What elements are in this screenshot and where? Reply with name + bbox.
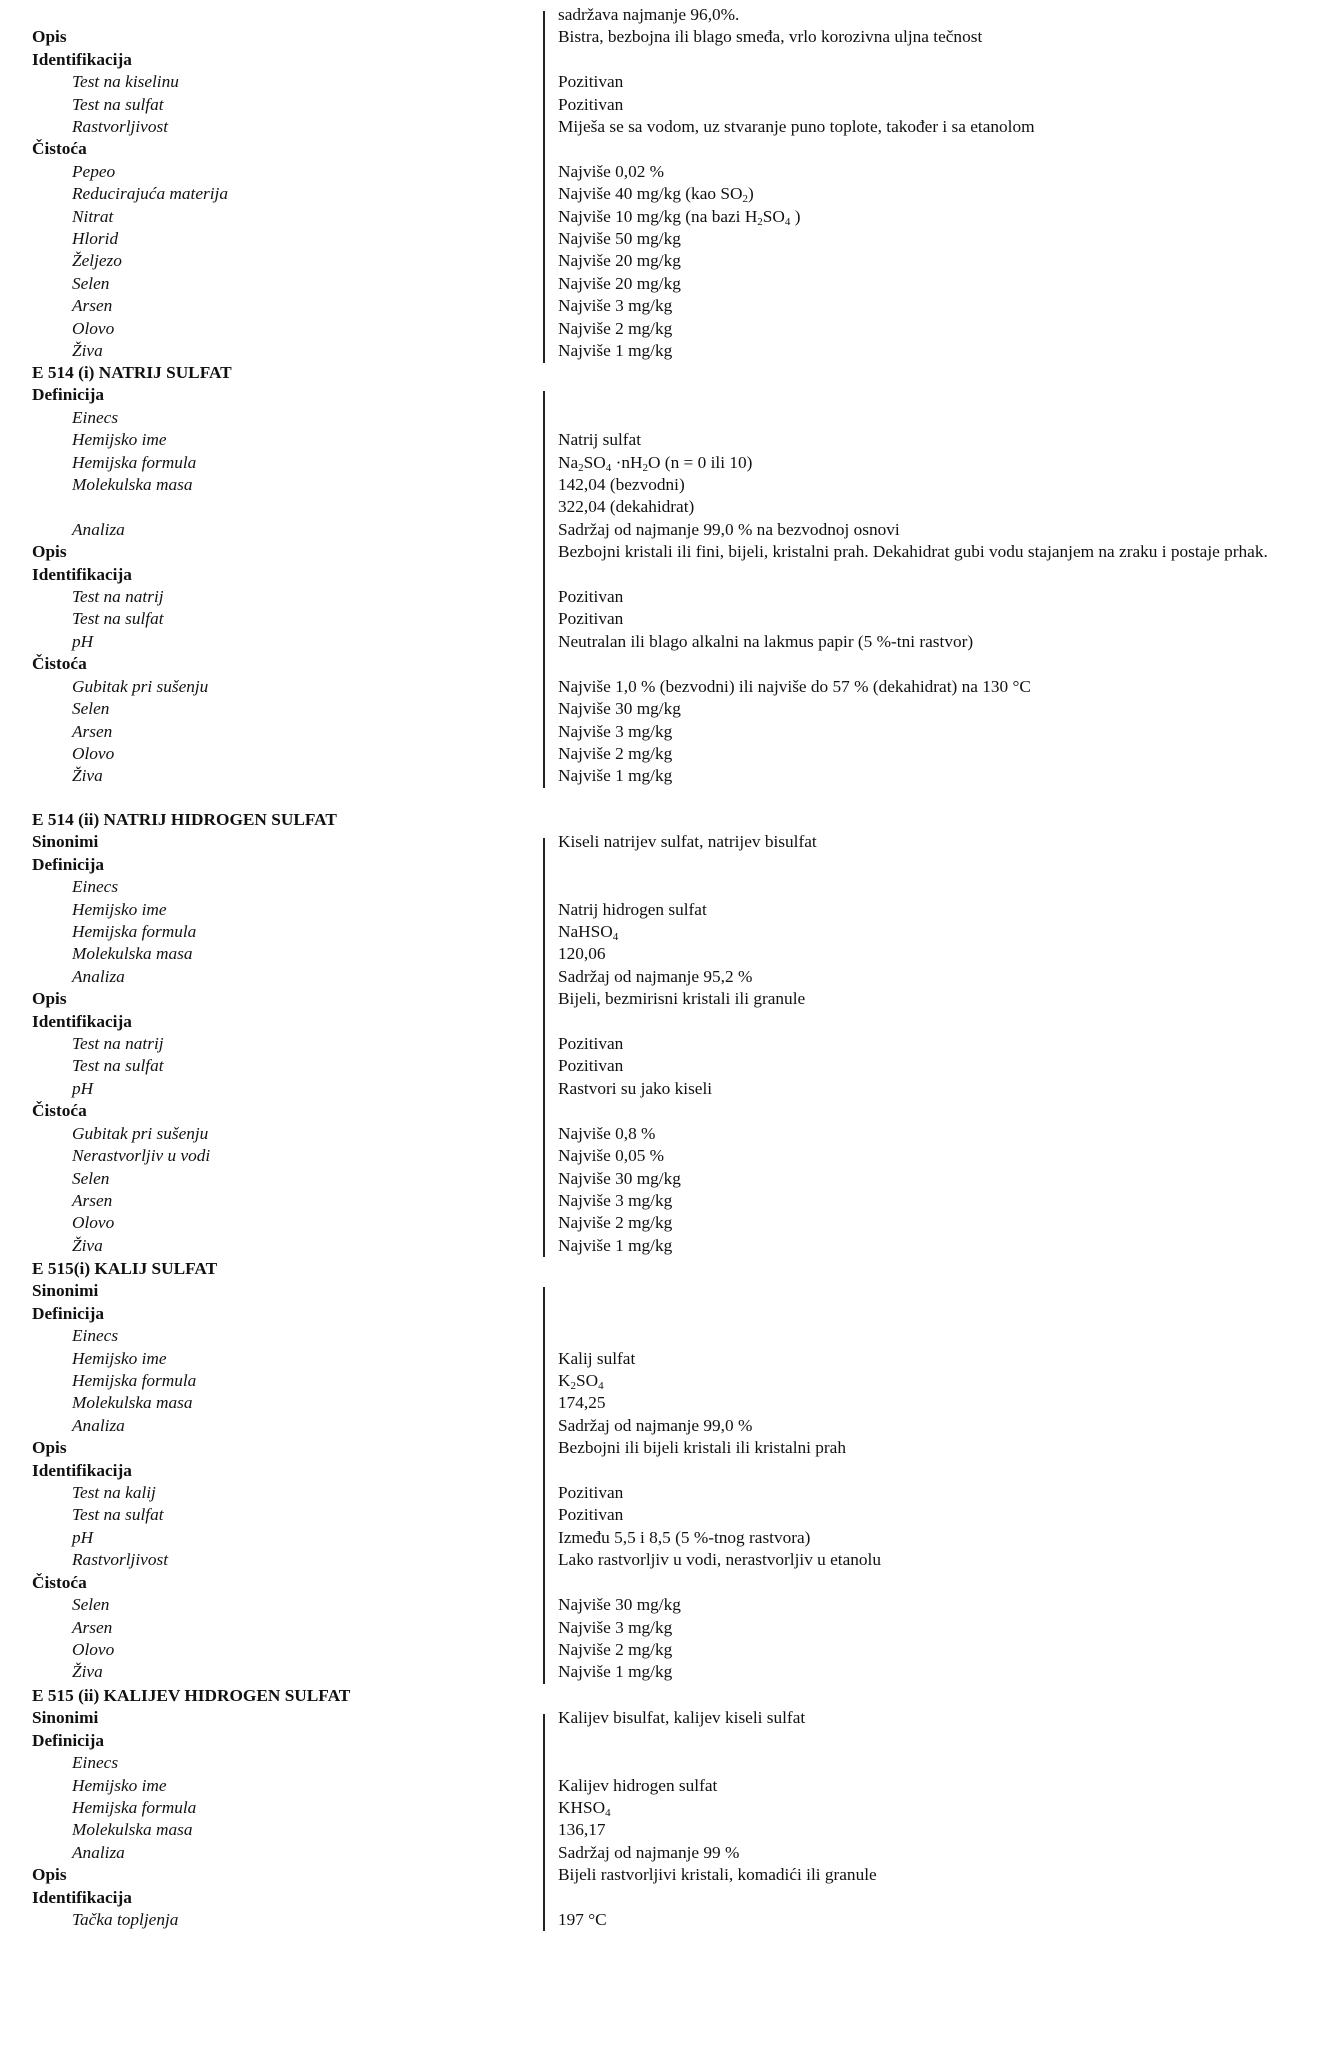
spec-value: Lako rastvorljiv u vodi, nerastvorljiv u etanolu <box>558 1550 881 1570</box>
spec-label: Hemijska formula <box>72 1798 197 1818</box>
section-title-row <box>0 809 1340 831</box>
spec-row-nerastvorljiv-u-vodi <box>0 1145 1340 1167</box>
spec-row-cistoca <box>0 653 1340 675</box>
spec-label: Olovo <box>72 1639 115 1659</box>
spec-label: Arsen <box>72 296 113 316</box>
section-title-row <box>0 362 1340 384</box>
spec-label: Čistoća <box>32 139 87 159</box>
spec-label: Molekulska masa <box>72 1820 193 1840</box>
section-title: E 514 (i) NATRIJ SULFAT <box>32 363 232 382</box>
spec-row-sinonimi <box>0 831 1340 853</box>
section-title-row <box>0 1258 1340 1280</box>
spec-row-test-na-sulfat <box>0 1504 1340 1526</box>
spec-label: Opis <box>32 1438 67 1458</box>
spec-row-opis <box>0 26 1340 48</box>
spec-row-hemijsko-ime <box>0 429 1340 451</box>
spec-row-pepeo <box>0 161 1340 183</box>
spec-value: Najviše 3 mg/kg <box>558 1617 673 1637</box>
spec-row-hemijska-formula <box>0 452 1340 474</box>
spec-value: Najviše 30 mg/kg <box>558 1168 681 1188</box>
spec-row-ph <box>0 631 1340 653</box>
spec-label: Hlorid <box>72 229 119 249</box>
spec-label: Rastvorljivost <box>72 1550 169 1570</box>
spec-value: sadržava najmanje 96,0%. <box>558 5 740 24</box>
spec-row-gubitak-pri-susenju <box>0 676 1340 698</box>
spec-row-hemijska-formula <box>0 921 1340 943</box>
spec-row-hemijska-formula <box>0 1797 1340 1819</box>
spec-value: Bezbojni kristali ili fini, bijeli, kristalni prah. Dekahidrat gubi vodu stajanjem na zraku i postaje prhak. <box>558 542 1268 562</box>
spec-label: Einecs <box>72 1326 119 1346</box>
spec-label: Analiza <box>72 966 125 986</box>
section-continued <box>0 4 1340 363</box>
spec-value: Kiseli natrijev sulfat, natrijev bisulfat <box>558 832 817 852</box>
spec-value: Kalijev hidrogen sulfat <box>558 1775 718 1795</box>
spec-row-ph <box>0 1078 1340 1100</box>
spec-label: Hemijsko ime <box>72 430 167 450</box>
section-title: E 515 (ii) KALIJEV HIDROGEN SULFAT <box>32 1686 351 1705</box>
spec-value: Najviše 40 mg/kg (kao $SO_2$) <box>558 184 754 206</box>
spec-value: Najviše 2 mg/kg <box>558 1639 673 1659</box>
spec-row-definicija <box>0 1303 1340 1325</box>
spec-label: Živa <box>72 766 103 786</box>
spec-label: Identifikacija <box>32 49 132 69</box>
spec-value: Kalij sulfat <box>558 1348 636 1368</box>
spec-value: 142,04 (bezvodni) <box>558 475 685 495</box>
spec-label: Test na sulfat <box>72 609 164 629</box>
spec-row-opis <box>0 1864 1340 1886</box>
spec-value: Najviše 10 mg/kg (na bazi $H_2SO_4$ ) <box>558 206 801 228</box>
spec-value: Pozitivan <box>558 1505 624 1525</box>
spec-row-ziva <box>0 1235 1340 1257</box>
spec-row-test-na-sulfat <box>0 1055 1340 1077</box>
spec-value: $K_2SO_4$ <box>558 1371 604 1393</box>
spec-value: Sadržaj od najmanje 99,0 % na bezvodnoj osnovi <box>558 519 900 539</box>
spec-label: pH <box>72 1078 94 1098</box>
spec-value: Najviše 1,0 % (bezvodni) ili najviše do 57 % (dekahidrat) na 130 °C <box>558 676 1031 696</box>
spec-label: Hemijsko ime <box>72 1775 167 1795</box>
spec-value: Najviše 50 mg/kg <box>558 229 681 249</box>
spec-label: Definicija <box>32 1730 104 1750</box>
spec-row-sinonimi <box>0 1280 1340 1302</box>
spec-label: Živa <box>72 1235 103 1255</box>
spec-row-test-na-kiselinu <box>0 71 1340 93</box>
spec-row-analiza <box>0 966 1340 988</box>
spec-value: Pozitivan <box>558 587 624 607</box>
spec-value: Najviše 1 mg/kg <box>558 766 673 786</box>
spec-label: pH <box>72 1527 94 1547</box>
spec-value: Sadržaj od najmanje 99,0 % <box>558 1415 753 1435</box>
spec-label: Test na natrij <box>72 1034 164 1054</box>
spec-value: Bistra, bezbojna ili blago smeđa, vrlo korozivna uljna tečnost <box>558 27 983 47</box>
spec-label: Tačka topljenja <box>72 1910 179 1930</box>
spec-label: Živa <box>72 1662 103 1682</box>
spec-value: Sadržaj od najmanje 99 % <box>558 1842 740 1862</box>
spec-value: Natrij sulfat <box>558 430 642 450</box>
spec-value: Sadržaj od najmanje 95,2 % <box>558 966 753 986</box>
spec-value: Najviše 0,8 % <box>558 1123 656 1143</box>
spec-label: Test na kalij <box>72 1483 156 1503</box>
spec-row-cistoca <box>0 1100 1340 1122</box>
section-title: E 514 (ii) NATRIJ HIDROGEN SULFAT <box>32 810 337 829</box>
spec-value: Rastvori su jako kiseli <box>558 1078 713 1098</box>
spec-row-molekulska-masa <box>0 474 1340 496</box>
spec-value: Najviše 1 mg/kg <box>558 341 673 361</box>
spec-label: Opis <box>32 1865 67 1885</box>
spec-label: Test na natrij <box>72 587 164 607</box>
spec-label: Hemijsko ime <box>72 1348 167 1368</box>
section-e-514-i-natrij-sulfat <box>0 362 1340 788</box>
spec-value: Najviše 20 mg/kg <box>558 273 681 293</box>
spec-row-test-na-sulfat <box>0 608 1340 630</box>
spec-row-arsen <box>0 1190 1340 1212</box>
spec-label: Identifikacija <box>32 1011 132 1031</box>
spec-value: Bijeli rastvorljivi kristali, komadići ili granule <box>558 1865 877 1885</box>
spec-row-test-na-natrij <box>0 586 1340 608</box>
spec-row-definicija <box>0 384 1340 406</box>
spec-value: Pozitivan <box>558 1483 624 1503</box>
spec-row-opis <box>0 541 1340 563</box>
spec-row-hemijsko-ime <box>0 1775 1340 1797</box>
spec-value: Najviše 3 mg/kg <box>558 721 673 741</box>
spec-value: Bijeli, bezmirisni kristali ili granule <box>558 989 806 1009</box>
spec-label: Arsen <box>72 721 113 741</box>
spec-label: Definicija <box>32 385 104 405</box>
spec-row-einecs <box>0 407 1340 429</box>
spec-value: Najviše 1 mg/kg <box>558 1235 673 1255</box>
spec-row-test-na-sulfat <box>0 94 1340 116</box>
spec-row-selen <box>0 1168 1340 1190</box>
spec-label: Sinonimi <box>32 1708 99 1728</box>
spec-label: Selen <box>72 1168 110 1188</box>
spec-value: 174,25 <box>558 1393 606 1413</box>
section-e-515-i-kalij-sulfat <box>0 1258 1340 1684</box>
spec-row-test-na-natrij <box>0 1033 1340 1055</box>
spec-value: Najviše 2 mg/kg <box>558 743 673 763</box>
spec-value: Bezbojni ili bijeli kristali ili kristalni prah <box>558 1438 846 1458</box>
spec-label: Definicija <box>32 1303 104 1323</box>
spec-row-identifikacija <box>0 49 1340 71</box>
spec-value: 322,04 (dekahidrat) <box>558 497 695 517</box>
spec-row-arsen <box>0 1617 1340 1639</box>
spec-value: 120,06 <box>558 944 606 964</box>
spec-label: Analiza <box>72 1415 125 1435</box>
spec-label: Selen <box>72 273 110 293</box>
spec-label: Opis <box>32 542 67 562</box>
spec-row-cistoca <box>0 1572 1340 1594</box>
spec-row-tacka-topljenja <box>0 1909 1340 1931</box>
spec-value: NaHSO$_4$ <box>558 922 619 944</box>
spec-value: Između 5,5 i 8,5 (5 %-tnog rastvora) <box>558 1527 811 1547</box>
spec-row-molekulska-masa <box>0 1392 1340 1414</box>
spec-label: Hemijska formula <box>72 1371 197 1391</box>
spec-row-ph <box>0 1527 1340 1549</box>
spec-row-identifikacija <box>0 1460 1340 1482</box>
spec-label: Olovo <box>72 743 115 763</box>
spec-row-rastvorljivost <box>0 116 1340 138</box>
spec-value: Najviše 0,02 % <box>558 161 665 181</box>
spec-value: Pozitivan <box>558 94 624 114</box>
spec-row-gubitak-pri-susenju <box>0 1123 1340 1145</box>
spec-label: Identifikacija <box>32 1460 132 1480</box>
section-e-514-ii-natrij-hidrogen-sulfat <box>0 809 1340 1257</box>
spec-row-rastvorljivost <box>0 1549 1340 1571</box>
spec-row-hlorid <box>0 228 1340 250</box>
spec-row-molekulska-masa <box>0 1819 1340 1841</box>
spec-label: Molekulska masa <box>72 475 193 495</box>
spec-label: Analiza <box>72 1842 125 1862</box>
spec-value: Najviše 1 mg/kg <box>558 1662 673 1682</box>
spec-row-ziva <box>0 765 1340 787</box>
spec-label: Selen <box>72 1595 110 1615</box>
spec-row-einecs <box>0 1325 1340 1347</box>
spec-row-ziva <box>0 340 1340 362</box>
spec-value: Miješa se sa vodom, uz stvaranje puno toplote, također i sa etanolom <box>558 117 1035 137</box>
spec-row-analiza <box>0 1842 1340 1864</box>
spec-label: Živa <box>72 341 103 361</box>
spec-row-definicija <box>0 854 1340 876</box>
spec-label: Čistoća <box>32 654 87 674</box>
section-title: E 515(i) KALIJ SULFAT <box>32 1259 218 1278</box>
spec-label: Nerastvorljiv u vodi <box>72 1146 211 1166</box>
spec-row-definicija <box>0 1730 1340 1752</box>
spec-row-sinonimi <box>0 1707 1340 1729</box>
spec-value: $Na_2SO_4 \cdot nH_2O$ (n = 0 ili 10) <box>558 452 753 474</box>
spec-row-hemijska-formula <box>0 1370 1340 1392</box>
spec-label: Selen <box>72 699 110 719</box>
spec-row-olovo <box>0 743 1340 765</box>
spec-label: Čistoća <box>32 1572 87 1592</box>
spec-row-selen <box>0 698 1340 720</box>
spec-value: Najviše 0,05 % <box>558 1146 665 1166</box>
spec-label: Pepeo <box>72 161 116 181</box>
spec-label: Hemijska formula <box>72 922 197 942</box>
spec-label: Identifikacija <box>32 1887 132 1907</box>
spec-label: Nitrat <box>72 206 114 226</box>
spec-row-identifikacija <box>0 1887 1340 1909</box>
spec-label: Arsen <box>72 1190 113 1210</box>
spec-label: Gubitak pri sušenju <box>72 676 209 696</box>
spec-row-arsen <box>0 295 1340 317</box>
spec-label: Olovo <box>72 318 115 338</box>
spec-label: Gubitak pri sušenju <box>72 1123 209 1143</box>
section-title-row <box>0 1685 1340 1707</box>
spec-label: Hemijsko ime <box>72 899 167 919</box>
spec-value: Pozitivan <box>558 609 624 629</box>
spec-label: Hemijska formula <box>72 452 197 472</box>
spec-label: Definicija <box>32 854 104 874</box>
spec-label: Analiza <box>72 519 125 539</box>
spec-row-opis <box>0 988 1340 1010</box>
spec-value: Najviše 20 mg/kg <box>558 251 681 271</box>
spec-label: Arsen <box>72 1617 113 1637</box>
spec-value: Najviše 3 mg/kg <box>558 296 673 316</box>
spec-row-blank <box>0 496 1340 518</box>
spec-value: Pozitivan <box>558 1056 624 1076</box>
spec-row-nitrat <box>0 206 1340 228</box>
spec-label: Sinonimi <box>32 832 99 852</box>
spec-label: pH <box>72 631 94 651</box>
spec-row-einecs <box>0 1752 1340 1774</box>
spec-value: Najviše 30 mg/kg <box>558 699 681 719</box>
spec-row-zeljezo <box>0 250 1340 272</box>
spec-label: Opis <box>32 27 67 47</box>
spec-value: Natrij hidrogen sulfat <box>558 899 707 919</box>
spec-row-blank <box>0 4 1340 26</box>
spec-label: Željezo <box>72 251 122 271</box>
spec-row-einecs <box>0 876 1340 898</box>
spec-value: Neutralan ili blago alkalni na lakmus papir (5 %-tni rastvor) <box>558 631 974 651</box>
spec-row-opis <box>0 1437 1340 1459</box>
spec-value: Najviše 30 mg/kg <box>558 1595 681 1615</box>
spec-value: $KHSO_4$ <box>558 1798 611 1820</box>
spec-row-identifikacija <box>0 564 1340 586</box>
spec-row-hemijsko-ime <box>0 1348 1340 1370</box>
spec-row-cistoca <box>0 138 1340 160</box>
spec-row-reducirajuca-materija <box>0 183 1340 205</box>
spec-label: Identifikacija <box>32 564 132 584</box>
spec-label: Einecs <box>72 877 119 897</box>
spec-row-selen <box>0 1594 1340 1616</box>
spec-label: Olovo <box>72 1213 115 1233</box>
spec-label: Molekulska masa <box>72 1393 193 1413</box>
spec-row-test-na-kalij <box>0 1482 1340 1504</box>
spec-label: Reducirajuća materija <box>72 184 228 204</box>
section-e-515-ii-kalijev-hidrogen-sulfat <box>0 1685 1340 1931</box>
spec-row-arsen <box>0 721 1340 743</box>
spec-value: 136,17 <box>558 1820 606 1840</box>
spec-row-ziva <box>0 1661 1340 1683</box>
spec-label: Einecs <box>72 407 119 427</box>
spec-label: Molekulska masa <box>72 944 193 964</box>
spec-row-olovo <box>0 1212 1340 1234</box>
spec-value: Najviše 2 mg/kg <box>558 1213 673 1233</box>
spec-row-identifikacija <box>0 1011 1340 1033</box>
spec-label: Test na sulfat <box>72 1505 164 1525</box>
spec-label: Test na sulfat <box>72 1056 164 1076</box>
spec-row-hemijsko-ime <box>0 899 1340 921</box>
spec-value: Najviše 2 mg/kg <box>558 318 673 338</box>
spec-label: Einecs <box>72 1753 119 1773</box>
spec-value: 197 °C <box>558 1910 607 1930</box>
spec-row-olovo <box>0 1639 1340 1661</box>
spec-row-analiza <box>0 519 1340 541</box>
spec-row-analiza <box>0 1415 1340 1437</box>
spec-label: Test na sulfat <box>72 94 164 114</box>
spec-label: Rastvorljivost <box>72 117 169 137</box>
spec-label: Opis <box>32 989 67 1009</box>
spec-label: Test na kiselinu <box>72 72 179 92</box>
spec-value: Pozitivan <box>558 72 624 92</box>
spec-value: Najviše 3 mg/kg <box>558 1190 673 1210</box>
spec-row-olovo <box>0 318 1340 340</box>
spec-row-selen <box>0 273 1340 295</box>
spec-label: Čistoća <box>32 1101 87 1121</box>
spec-value: Pozitivan <box>558 1034 624 1054</box>
spec-row-molekulska-masa <box>0 943 1340 965</box>
spec-label: Sinonimi <box>32 1281 99 1301</box>
spec-value: Kalijev bisulfat, kalijev kiseli sulfat <box>558 1708 806 1728</box>
